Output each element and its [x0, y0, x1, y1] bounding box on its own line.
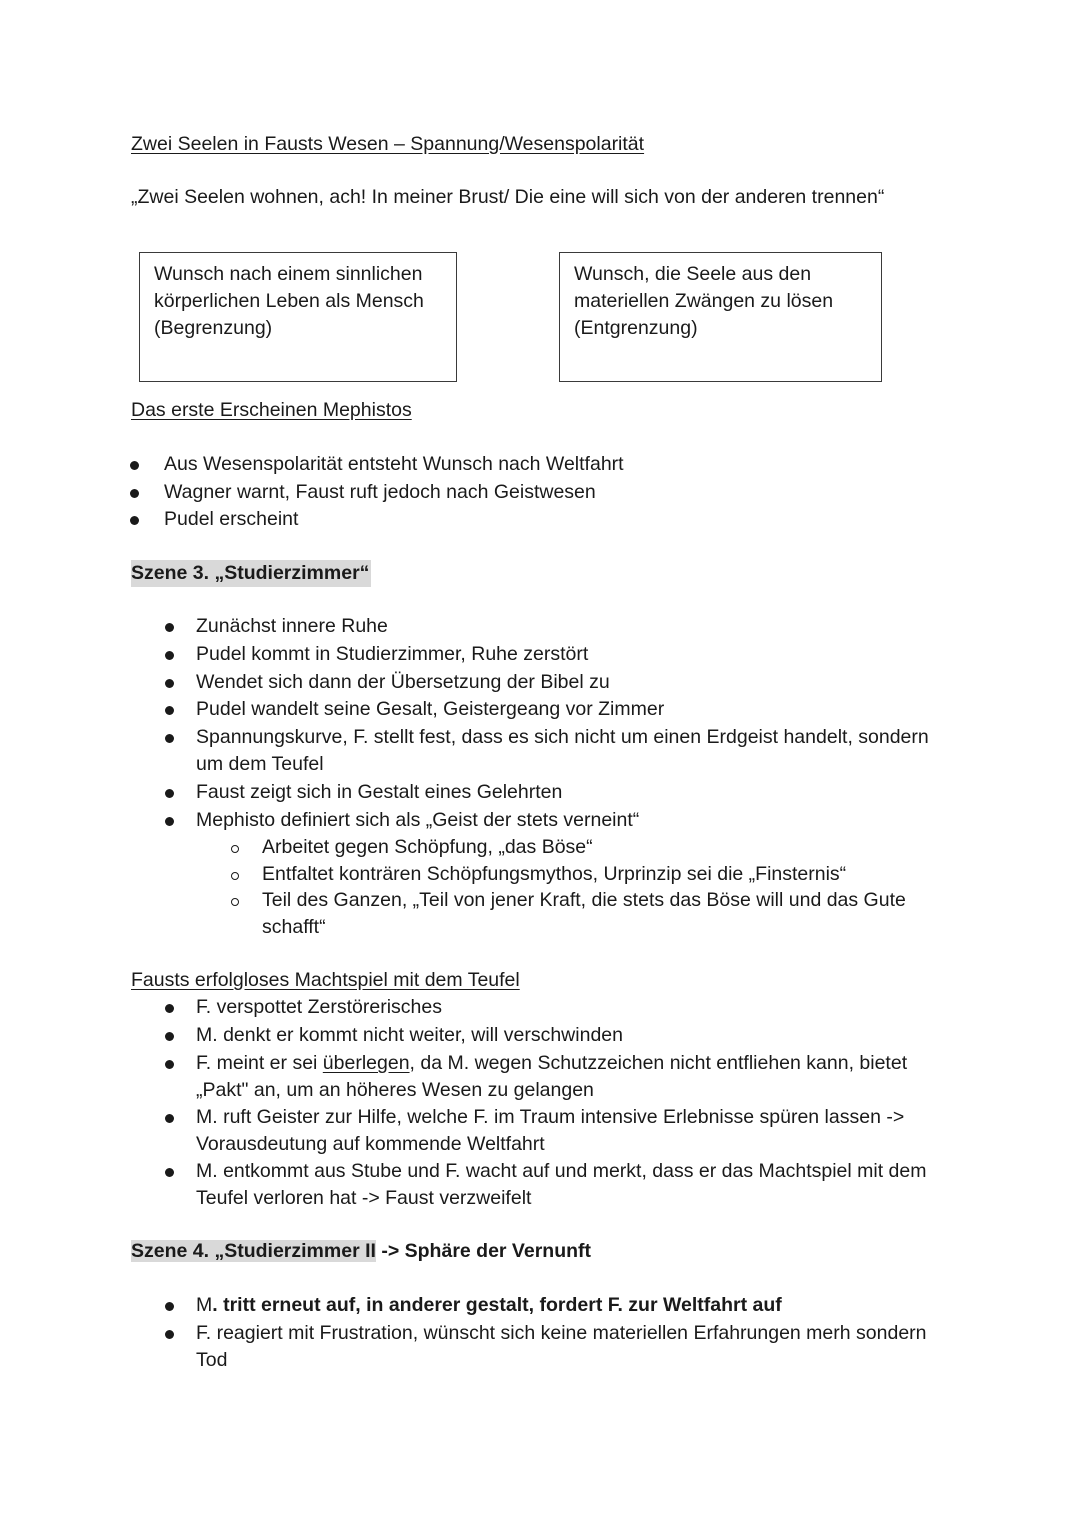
sub-bullet-circle	[231, 845, 239, 853]
sub-list-item: Teil des Ganzen, „Teil von jener Kraft, die stets das Böse will und das Gute	[262, 889, 906, 911]
box-begrenzung-line-2: körperlichen Leben als Mensch	[154, 290, 424, 312]
bullet-dot	[130, 461, 139, 470]
list-item: F. verspottet Zerstörerisches	[196, 996, 442, 1018]
box-begrenzung-line-3: (Begrenzung)	[154, 317, 273, 339]
list-item-prefix: M	[196, 1294, 213, 1316]
list-item: Wagner warnt, Faust ruft jedoch nach Geistwesen	[164, 481, 596, 503]
bullet-dot	[165, 679, 174, 688]
list-item: Faust zeigt sich in Gestalt eines Gelehrten	[196, 781, 563, 803]
list-item: Mephisto definiert sich als „Geist der stets verneint“	[196, 809, 640, 831]
section-heading-mephisto: Das erste Erscheinen Mephistos	[131, 399, 412, 421]
list-item: Zunächst innere Ruhe	[196, 615, 388, 637]
section-heading-machtspiel: Fausts erfolgloses Machtspiel mit dem Teufel	[131, 969, 520, 991]
bullet-dot	[165, 623, 174, 632]
list-item-continuation: Teufel verloren hat -> Faust verzweifelt	[196, 1187, 532, 1209]
list-item-text: , da M. wegen Schutzzeichen nicht entfliehen kann, bietet	[409, 1052, 908, 1074]
sub-list-item-continuation: schafft“	[262, 916, 326, 938]
list-item-continuation: Vorausdeutung auf kommende Weltfahrt	[196, 1133, 545, 1155]
list-item: Pudel wandelt seine Gesalt, Geistergeang vor Zimmer	[196, 698, 665, 720]
bullet-dot	[165, 1032, 174, 1041]
bullet-dot	[165, 1302, 174, 1311]
box-entgrenzung-line-3: (Entgrenzung)	[574, 317, 698, 339]
bullet-dot	[165, 789, 174, 798]
list-item: Pudel kommt in Studierzimmer, Ruhe zerstört	[196, 643, 589, 665]
list-item-continuation: Tod	[196, 1349, 228, 1371]
box-begrenzung-line-1: Wunsch nach einem sinnlichen	[154, 263, 423, 285]
list-item	[196, 1050, 907, 1077]
bullet-dot	[165, 651, 174, 660]
underlined-word: überlegen	[322, 1052, 410, 1074]
bullet-dot	[165, 1168, 174, 1177]
scene-4-heading-highlight: Szene 4. „Studierzimmer II	[131, 1240, 376, 1262]
list-item: F. reagiert mit Frustration, wünscht sich keine materiellen Erfahrungen merh sondern	[196, 1322, 927, 1344]
box-begrenzung	[139, 252, 457, 382]
list-item-continuation: „Pakt" an, um an höheres Wesen zu gelangen	[196, 1079, 594, 1101]
list-item-bold: . tritt erneut auf, in anderer gestalt, fordert F. zur Weltfahrt auf	[212, 1294, 782, 1316]
list-item: Pudel erscheint	[164, 508, 299, 530]
list-item: Wendet sich dann der Übersetzung der Bibel zu	[196, 671, 610, 693]
sub-list-item: Arbeitet gegen Schöpfung, „das Böse“	[262, 836, 593, 858]
scene-4-heading	[131, 1238, 591, 1265]
bullet-dot	[165, 1060, 174, 1069]
section-heading-zwei-seelen: Zwei Seelen in Fausts Wesen – Spannung/Wesenspolarität	[131, 133, 645, 155]
list-item: Spannungskurve, F. stellt fest, dass es sich nicht um einen Erdgeist handelt, sondern	[196, 726, 929, 748]
bullet-dot	[130, 489, 139, 498]
list-item	[196, 1292, 782, 1319]
scene-4-heading-rest: -> Sphäre der Vernunft	[375, 1240, 592, 1262]
list-item: M. ruft Geister zur Hilfe, welche F. im Traum intensive Erlebnisse spüren lassen ->	[196, 1106, 905, 1128]
bullet-dot	[165, 706, 174, 715]
box-entgrenzung-line-1: Wunsch, die Seele aus den	[574, 263, 812, 285]
bullet-dot	[165, 1004, 174, 1013]
sub-bullet-circle	[231, 872, 239, 880]
scene-3-heading: Szene 3. „Studierzimmer“	[131, 560, 371, 587]
bullet-dot	[165, 1330, 174, 1339]
list-item: Aus Wesenspolarität entsteht Wunsch nach Weltfahrt	[164, 453, 624, 475]
list-item: M. entkommt aus Stube und F. wacht auf und merkt, dass er das Machtspiel mit dem	[196, 1160, 927, 1182]
bullet-dot	[165, 1114, 174, 1123]
quote-zwei-seelen: „Zwei Seelen wohnen, ach! In meiner Brust/ Die eine will sich von der anderen trennen“	[131, 186, 885, 208]
sub-list-item: Entfaltet konträren Schöpfungsmythos, Urprinzip sei die „Finsternis“	[262, 863, 847, 885]
sub-bullet-circle	[231, 898, 239, 906]
bullet-dot	[130, 516, 139, 525]
list-item: M. denkt er kommt nicht weiter, will verschwinden	[196, 1024, 623, 1046]
bullet-dot	[165, 734, 174, 743]
box-entgrenzung	[559, 252, 882, 382]
box-entgrenzung-line-2: materiellen Zwängen zu lösen	[574, 290, 834, 312]
bullet-dot	[165, 817, 174, 826]
list-item-continuation: um dem Teufel	[196, 753, 324, 775]
list-item-text: F. meint er sei	[196, 1052, 323, 1074]
